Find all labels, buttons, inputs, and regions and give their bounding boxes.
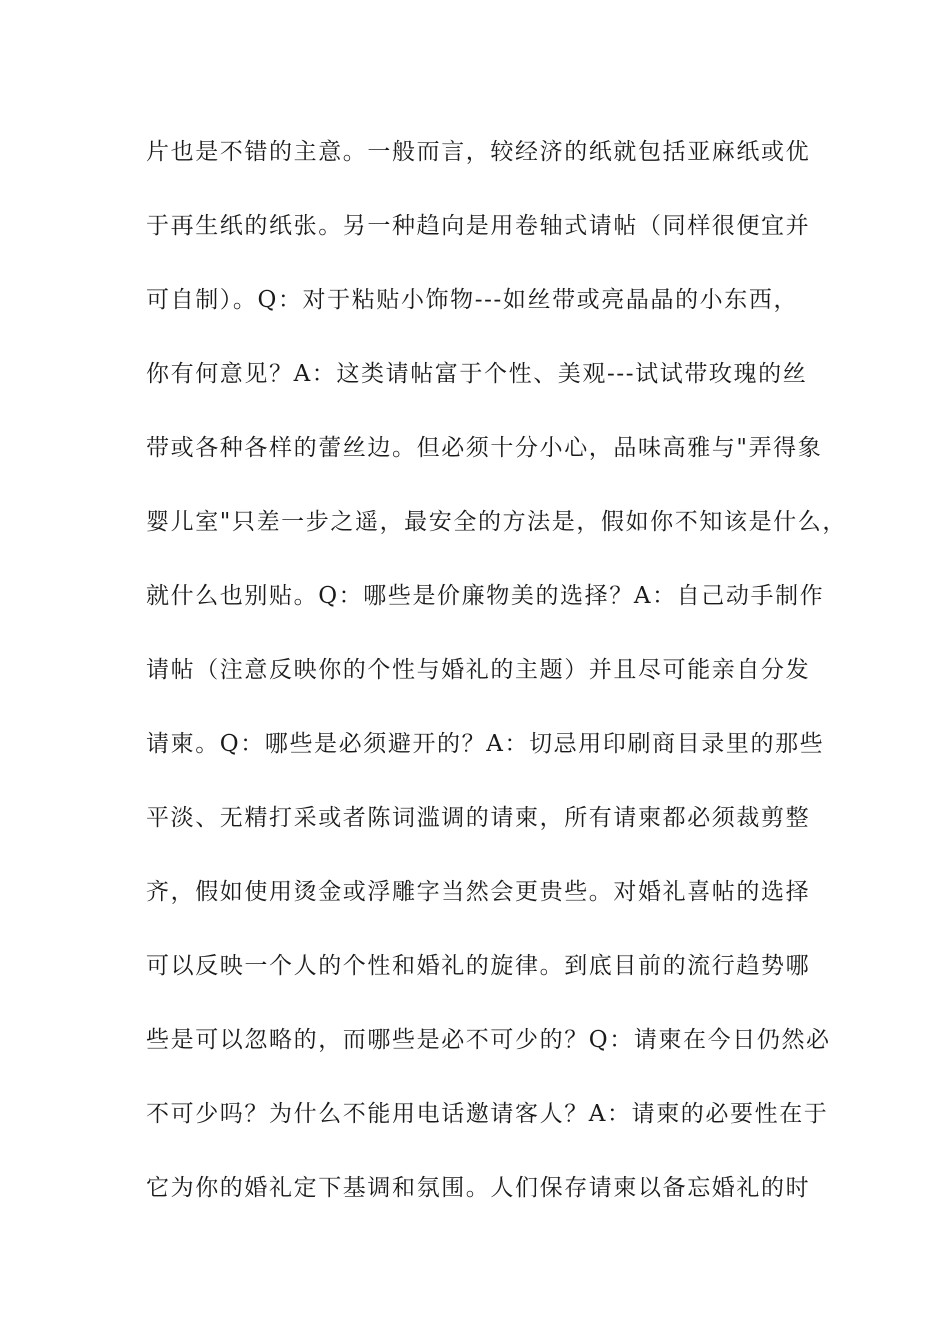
- text-line: 就什么也别贴。Q：哪些是价廉物美的选择？A：自己动手制作: [146, 583, 825, 609]
- text-line: 于再生纸的纸张。另一种趋向是用卷轴式请帖（同样很便宜并: [146, 213, 811, 239]
- text-line: 请帖（注意反映你的个性与婚礼的主题）并且尽可能亲自分发: [146, 657, 811, 683]
- text-line: 平淡、无精打采或者陈词滥调的请柬，所有请柬都必须裁剪整: [146, 805, 811, 831]
- text-line: 可以反映一个人的个性和婚礼的旋律。到底目前的流行趋势哪: [146, 953, 811, 979]
- text-line: 些是可以忽略的，而哪些是必不可少的？Q：请柬在今日仍然必: [146, 1027, 831, 1053]
- body-text: [146, 130, 846, 1240]
- text-line: 婴儿室"只差一步之遥，最安全的方法是，假如你不知该是什么，: [146, 509, 847, 535]
- text-line: 你有何意见？A：这类请帖富于个性、美观---试试带玫瑰的丝: [146, 361, 808, 387]
- text-line: 齐，假如使用烫金或浮雕字当然会更贵些。对婚礼喜帖的选择: [146, 879, 811, 905]
- text-line: 它为你的婚礼定下基调和氛围。人们保存请柬以备忘婚礼的时: [146, 1175, 811, 1201]
- text-line: 带或各种各样的蕾丝边。但必须十分小心，品味高雅与"弄得象: [146, 435, 823, 461]
- text-line: 片也是不错的主意。一般而言，较经济的纸就包括亚麻纸或优: [146, 139, 811, 165]
- text-line: 可自制）。Q：对于粘贴小饰物---如丝带或亮晶晶的小东西，: [146, 287, 799, 313]
- text-line: 不可少吗？为什么不能用电话邀请客人？A：请柬的必要性在于: [146, 1101, 829, 1127]
- text-line: 请柬。Q：哪些是必须避开的？A：切忌用印刷商目录里的那些: [146, 731, 825, 757]
